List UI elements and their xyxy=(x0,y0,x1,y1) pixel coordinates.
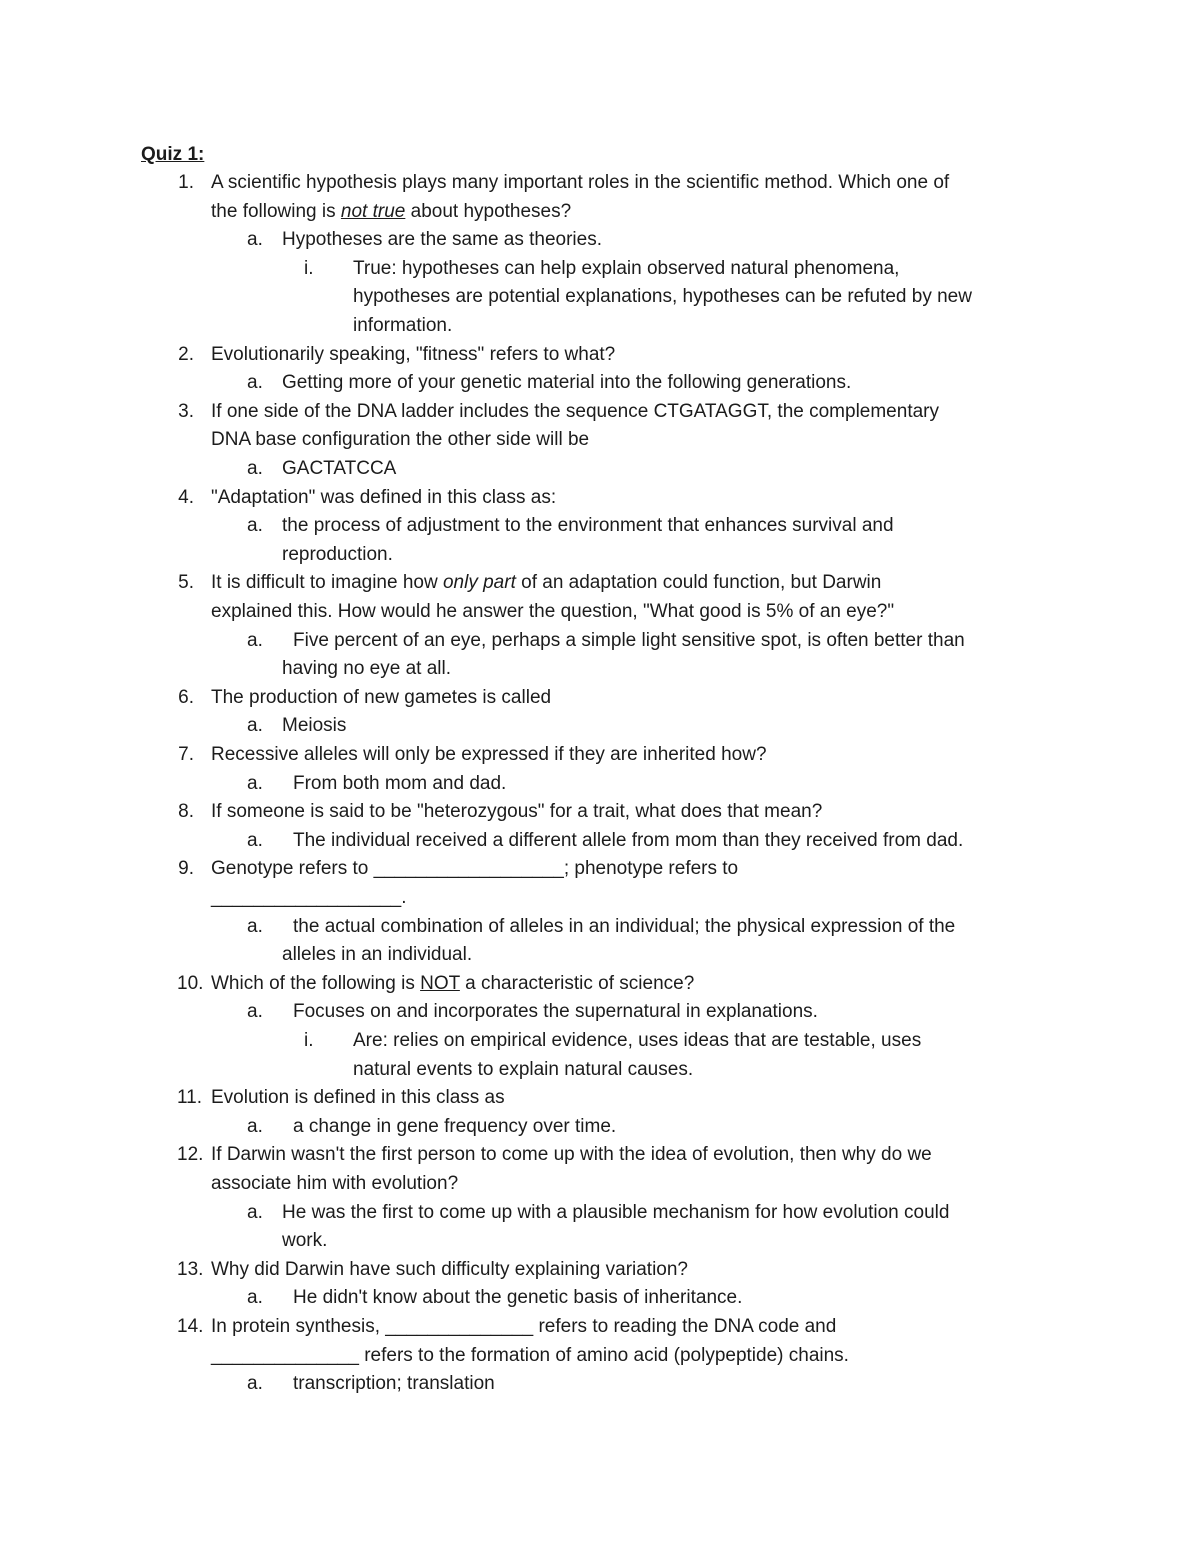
note-marker: i. xyxy=(304,257,314,279)
answer-marker: a. xyxy=(247,372,263,394)
page-title: Quiz 1: xyxy=(141,144,205,165)
question-number: 6. xyxy=(178,686,194,708)
answer-8a xyxy=(0,827,1200,856)
answer-marker: a. xyxy=(247,229,263,251)
question-3 xyxy=(0,398,1200,427)
answer-text-continued: work. xyxy=(282,1230,328,1252)
note-1i xyxy=(0,255,1200,284)
note-text: True: hypotheses can help explain observed natural phenomena, xyxy=(353,257,900,279)
question-text: Which of the following is NOT a characteristic of science? xyxy=(211,972,695,994)
answer-marker: a. xyxy=(247,829,263,851)
question-text-continued: associate him with evolution? xyxy=(211,1173,459,1194)
note-10i xyxy=(0,1027,1200,1056)
answer-1a xyxy=(0,226,1200,255)
answer-4a xyxy=(0,512,1200,541)
answer-marker: a. xyxy=(247,629,263,651)
answer-13a xyxy=(0,1284,1200,1313)
question-text: A scientific hypothesis plays many important roles in the scientific method. Which one of xyxy=(211,172,950,193)
answer-text: GACTATCCA xyxy=(282,458,397,479)
answer-marker: a. xyxy=(247,772,263,794)
emphasis-not: NOT xyxy=(420,972,460,994)
question-4 xyxy=(0,484,1200,513)
answer-marker: a. xyxy=(247,458,263,479)
question-7 xyxy=(0,741,1200,770)
question-number: 2. xyxy=(178,343,194,365)
answer-3a xyxy=(0,455,1200,484)
question-text: The production of new gametes is called xyxy=(211,686,552,708)
question-5 xyxy=(0,569,1200,598)
answer-text: He didn't know about the genetic basis of inheritance. xyxy=(293,1287,743,1309)
question-number: 8. xyxy=(178,801,194,823)
question-2 xyxy=(0,341,1200,370)
question-number: 5. xyxy=(178,572,194,594)
question-number: 11. xyxy=(177,1087,203,1109)
answer-marker: a. xyxy=(247,515,263,537)
question-number: 9. xyxy=(178,858,194,880)
note-text-continued: hypotheses are potential explanations, hypotheses can be refuted by new xyxy=(353,286,972,308)
answer-marker: a. xyxy=(247,1373,263,1395)
question-9 xyxy=(0,855,1200,884)
question-text-continued: explained this. How would he answer the question, "What good is 5% of an eye?" xyxy=(211,601,895,622)
question-text: Genotype refers to __________________; phenotype refers to xyxy=(211,858,739,880)
answer-text-continued: alleles in an individual. xyxy=(282,944,473,966)
question-text: It is difficult to imagine how only part of an adaptation could function, but Darwin xyxy=(211,572,882,594)
answer-text: Hypotheses are the same as theories. xyxy=(282,229,603,251)
answer-10a xyxy=(0,998,1200,1027)
note-text: Are: relies on empirical evidence, uses ideas that are testable, uses xyxy=(353,1030,922,1051)
answer-text: Focuses on and incorporates the supernatural in explanations. xyxy=(293,1001,818,1023)
question-text-continued: DNA base configuration the other side will be xyxy=(211,429,590,451)
question-number: 13. xyxy=(177,1258,204,1280)
question-number: 12. xyxy=(177,1144,204,1166)
answer-marker: a. xyxy=(247,1115,263,1137)
answer-text: Meiosis xyxy=(282,715,347,737)
answer-marker: a. xyxy=(247,1201,263,1223)
question-text: Evolution is defined in this class as xyxy=(211,1087,505,1109)
question-number: 14. xyxy=(177,1316,204,1337)
answer-text: From both mom and dad. xyxy=(293,772,507,794)
answer-11a xyxy=(0,1113,1200,1142)
question-number: 7. xyxy=(178,744,194,765)
question-text: If one side of the DNA ladder includes the sequence CTGATAGGT, the complementary xyxy=(211,400,939,422)
question-14 xyxy=(0,1313,1200,1342)
question-text: Evolutionarily speaking, "fitness" refers to what? xyxy=(211,343,616,365)
question-number: 1. xyxy=(178,172,194,193)
answer-marker: a. xyxy=(247,1001,263,1023)
question-11 xyxy=(0,1084,1200,1113)
question-text: "Adaptation" was defined in this class as: xyxy=(211,486,557,508)
question-text: In protein synthesis, ______________ refers to reading the DNA code and xyxy=(211,1316,837,1337)
answer-7a xyxy=(0,770,1200,799)
answer-text: a change in gene frequency over time. xyxy=(293,1115,617,1137)
question-number: 3. xyxy=(178,400,194,422)
answer-text: Getting more of your genetic material into the following generations. xyxy=(282,372,852,394)
answer-6a xyxy=(0,712,1200,741)
question-6 xyxy=(0,684,1200,713)
emphasis-only-part: only part xyxy=(442,572,516,594)
note-text-continued: natural events to explain natural causes. xyxy=(353,1058,694,1080)
question-12 xyxy=(0,1141,1200,1170)
question-10 xyxy=(0,970,1200,999)
answer-marker: a. xyxy=(247,1287,263,1309)
answer-text: The individual received a different allele from mom than they received from dad. xyxy=(293,829,964,851)
answer-text-continued: having no eye at all. xyxy=(282,658,452,680)
question-text-continued: the following is not true about hypotheses? xyxy=(211,200,572,222)
emphasis-not-true: not true xyxy=(340,200,406,222)
question-13 xyxy=(0,1256,1200,1285)
answer-marker: a. xyxy=(247,915,263,937)
answer-14a xyxy=(0,1370,1200,1399)
note-text-continued: information. xyxy=(353,315,453,336)
question-text-continued: ______________ refers to the formation of amino acid (polypeptide) chains. xyxy=(211,1344,849,1366)
question-text: If someone is said to be "heterozygous" for a trait, what does that mean? xyxy=(211,801,823,823)
answer-5a xyxy=(0,627,1200,656)
question-number: 10. xyxy=(177,972,204,994)
answer-2a xyxy=(0,369,1200,398)
answer-text: transcription; translation xyxy=(293,1373,495,1395)
answer-text-continued: reproduction. xyxy=(282,543,393,565)
answer-marker: a. xyxy=(247,715,263,737)
question-text: Why did Darwin have such difficulty explaining variation? xyxy=(211,1258,689,1280)
question-number: 4. xyxy=(178,486,194,508)
answer-12a xyxy=(0,1199,1200,1228)
question-text: Recessive alleles will only be expressed if they are inherited how? xyxy=(211,744,767,765)
note-marker: i. xyxy=(304,1030,314,1051)
question-text: If Darwin wasn't the first person to come up with the idea of evolution, then why do we xyxy=(211,1144,932,1166)
answer-text: Five percent of an eye, perhaps a simple light sensitive spot, is often better than xyxy=(293,629,965,651)
question-text-continued: __________________. xyxy=(211,887,407,908)
answer-text: the actual combination of alleles in an individual; the physical expression of the xyxy=(293,915,956,937)
question-8 xyxy=(0,798,1200,827)
question-1 xyxy=(0,169,1200,198)
answer-9a xyxy=(0,913,1200,942)
answer-text: He was the first to come up with a plausible mechanism for how evolution could xyxy=(282,1201,950,1223)
answer-text: the process of adjustment to the environment that enhances survival and xyxy=(282,515,894,537)
